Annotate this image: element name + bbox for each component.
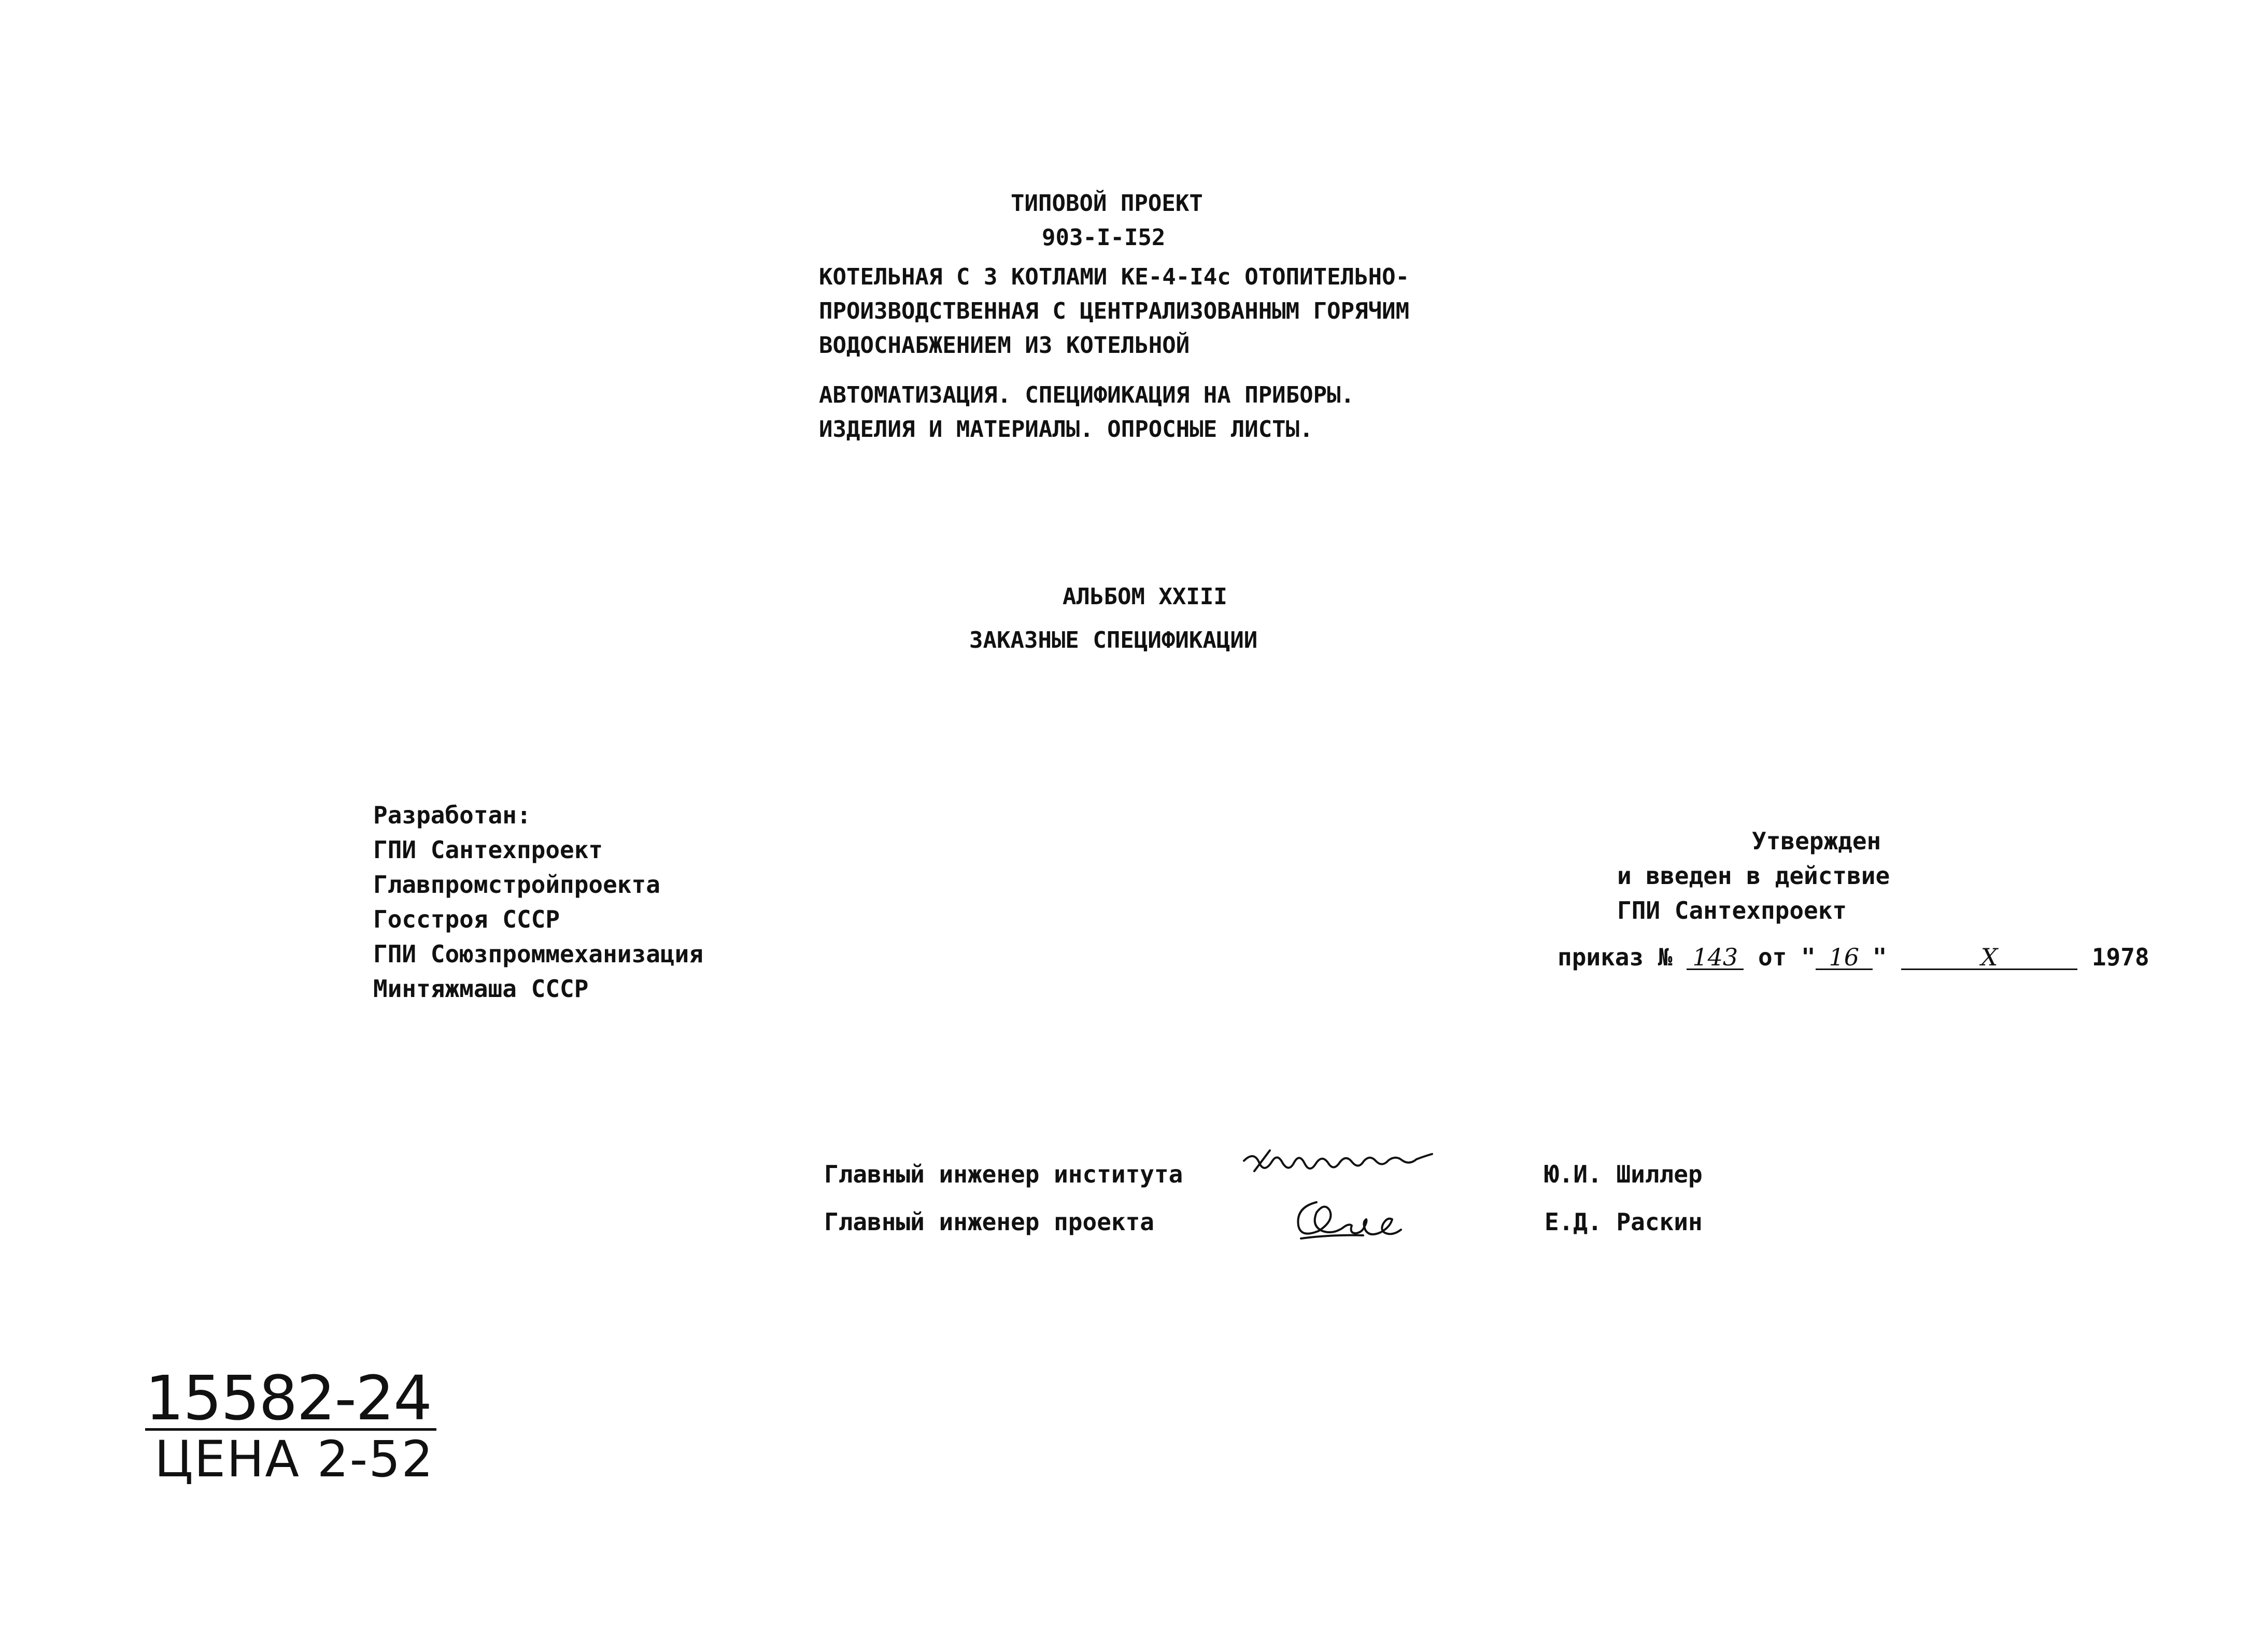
developer-block	[373, 798, 703, 1006]
order-day: 16	[1816, 946, 1873, 970]
order-number: 143	[1687, 946, 1744, 970]
section-line: АВТОМАТИЗАЦИЯ. СПЕЦИФИКАЦИЯ НА ПРИБОРЫ.	[819, 382, 1355, 408]
project-code: 903-I-I52	[1042, 224, 1166, 251]
developer-line: Минтяжмаша СССР	[373, 975, 589, 1003]
approval-block	[1555, 824, 1890, 928]
album-number: АЛЬБОМ XXIII	[1063, 583, 1227, 610]
section-line: ИЗДЕЛИЯ И МАТЕРИАЛЫ. ОПРОСНЫЕ ЛИСТЫ.	[819, 416, 1313, 443]
signature-positions	[824, 1150, 1183, 1246]
project-name-line: ПРОИЗВОДСТВЕННАЯ С ЦЕНТРАЛИЗОВАННЫМ ГОРЯЧИМ	[819, 298, 1410, 324]
signature-shiller	[1244, 1150, 1432, 1171]
section-name	[819, 378, 1409, 447]
from-label: от "	[1758, 943, 1816, 971]
signer-name: Е.Д. Раскин	[1545, 1208, 1703, 1236]
inventory-code: 15582-24	[145, 1368, 436, 1431]
project-name-line: КОТЕЛЬНАЯ С 3 КОТЛАМИ КЕ-4-I4с ОТОПИТЕЛЬНО-	[819, 264, 1410, 290]
position-line: Главный инженер института	[824, 1160, 1183, 1188]
signer-name: Ю.И. Шиллер	[1545, 1160, 1703, 1188]
title-block	[819, 187, 1409, 447]
handwritten-signatures	[1234, 1140, 1513, 1264]
order-month: X	[1901, 946, 2077, 970]
developer-line: ГПИ Сантехпроект	[373, 836, 603, 864]
quote-close: "	[1872, 943, 1887, 971]
developer-line: Главпромстройпроекта	[373, 871, 660, 899]
developer-line: ГПИ Союзпроммеханизация	[373, 940, 703, 968]
project-type: ТИПОВОЙ ПРОЕКТ	[1011, 190, 1203, 217]
signature-raskin	[1298, 1202, 1401, 1238]
enacted-label: и введен в действие	[1617, 862, 1890, 890]
approved-label: Утвержден	[1752, 827, 1881, 855]
order-label: приказ №	[1558, 943, 1673, 971]
signature-names	[1545, 1150, 1703, 1246]
developer-line: Госстроя СССР	[373, 905, 560, 933]
price-label: ЦЕНА 2-52	[154, 1430, 434, 1488]
developer-line: Разработан:	[373, 801, 531, 829]
album-block	[969, 575, 1257, 662]
order-year: 1978	[2091, 943, 2149, 971]
inventory-stamp	[145, 1362, 436, 1488]
project-name-line: ВОДОСНАБЖЕНИЕМ ИЗ КОТЕЛЬНОЙ	[819, 332, 1190, 359]
order-line	[1558, 943, 2149, 971]
approver-org: ГПИ Сантехпроект	[1617, 896, 1847, 924]
project-name	[819, 260, 1409, 363]
position-line: Главный инженер проекта	[824, 1208, 1154, 1236]
album-subtitle: ЗАКАЗНЫЕ СПЕЦИФИКАЦИИ	[969, 627, 1258, 653]
